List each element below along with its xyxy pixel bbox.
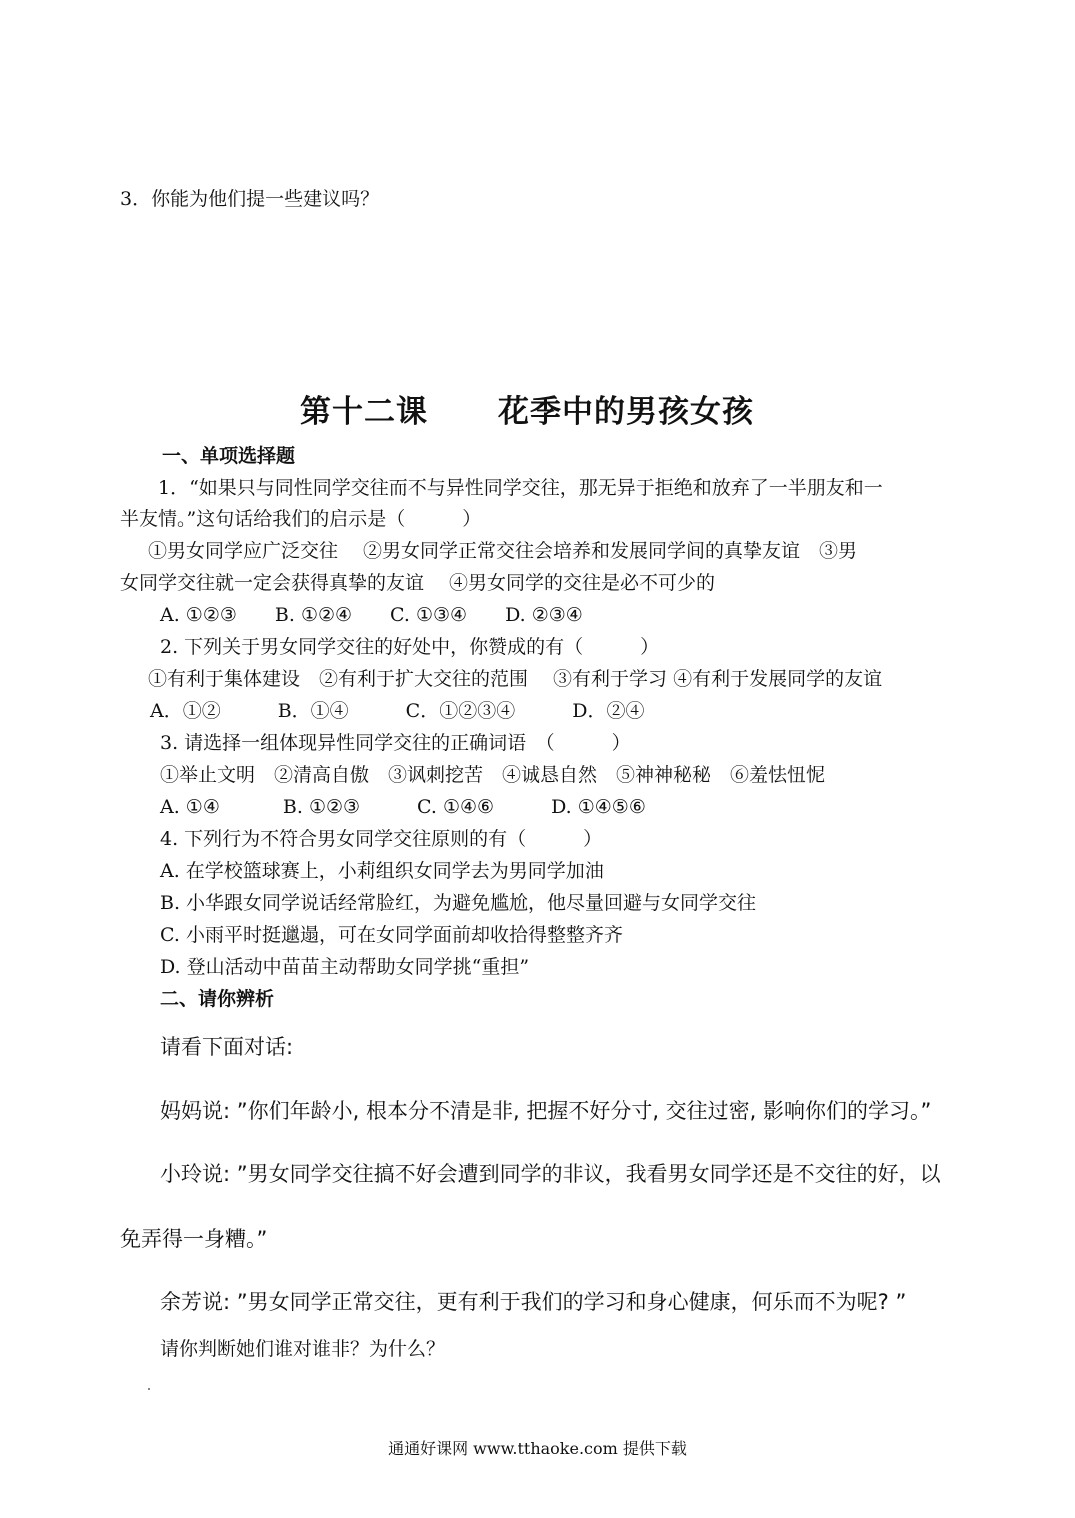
- q3-stem: 3. 请选择一组体现异性同学交往的正确词语 （ ）: [160, 732, 631, 754]
- lesson-title: [300, 386, 754, 431]
- q1-opt-line2: 女同学交往就一定会获得真挚的友谊 ④男女同学的交往是必不可少的: [120, 572, 716, 594]
- q2-options: ①有利于集体建设 ②有利于扩大交往的范围 ③有利于学习 ④有利于发展同学的友谊: [148, 668, 883, 690]
- q1-line2: 半友情。”这句话给我们的启示是（ ）: [120, 508, 482, 530]
- xiaoling-quote-line2: 免弄得一身糟。”: [120, 1227, 268, 1251]
- lesson-name: 花季中的男孩女孩: [498, 394, 754, 430]
- q2-stem: 2. 下列关于男女同学交往的好处中，你赞成的有（ ）: [160, 636, 660, 658]
- q3-answers: A. ①④ B. ①②③ C. ①④⑥ D. ①④⑤⑥: [160, 796, 646, 818]
- footer-source: 通通好课网 www.tthaoke.com 提供下载: [388, 1439, 687, 1458]
- q4-stem: 4. 下列行为不符合男女同学交往原则的有（ ）: [160, 828, 603, 850]
- q4-option-a: A. 在学校篮球赛上，小莉组织女同学去为男同学加油: [160, 860, 604, 882]
- q3-options: ①举止文明 ②清高自傲 ③讽刺挖苦 ④诚恳自然 ⑤神神秘秘 ⑥羞怯忸怩: [160, 764, 826, 786]
- top-question: 3．你能为他们提一些建议吗？: [120, 188, 380, 210]
- q4-option-d: D. 登山活动中苗苗主动帮助女同学挑“重担”: [160, 956, 530, 978]
- lesson-number: 第十二课: [300, 394, 428, 430]
- xiaoling-quote-line1: 小玲说: ”男女同学交往搞不好会遭到同学的非议，我看男女同学还是不交往的好，以: [160, 1162, 941, 1186]
- q1-line1: 1．“如果只与同性同学交往而不与异性同学交往，那无异于拒绝和放弃了一半朋友和一: [158, 477, 883, 499]
- q1-answers: A. ①②③ B. ①②④ C. ①③④ D. ②③④: [160, 604, 583, 626]
- mom-quote: 妈妈说: ”你们年龄小, 根本分不清是非, 把握不好分寸, 交往过密, 影响你们的学习。”: [160, 1099, 932, 1123]
- q1-opt-line1: ①男女同学应广泛交往 ②男女同学正常交往会培养和发展同学间的真挚友谊 ③男: [148, 540, 858, 562]
- dialogue-intro: 请看下面对话:: [160, 1035, 294, 1059]
- q4-option-c: C. 小雨平时挺邋遢，可在女同学面前却收拾得整整齐齐: [160, 924, 623, 946]
- section2-heading: 二、请你辨析: [160, 988, 275, 1010]
- q4-option-b: B. 小华跟女同学说话经常脸红，为避免尴尬，他尽量回避与女同学交往: [160, 892, 757, 914]
- section1-heading: 一、单项选择题: [162, 445, 296, 467]
- yufang-quote: 余芳说: ”男女同学正常交往，更有利于我们的学习和身心健康，何乐而不为呢? ”: [160, 1290, 907, 1314]
- judgement-question: 请你判断她们谁对谁非？为什么？: [160, 1338, 446, 1360]
- stray-mark: [148, 1388, 150, 1390]
- q2-answers: A．①② B．①④ C．①②③④ D．②④: [150, 700, 645, 722]
